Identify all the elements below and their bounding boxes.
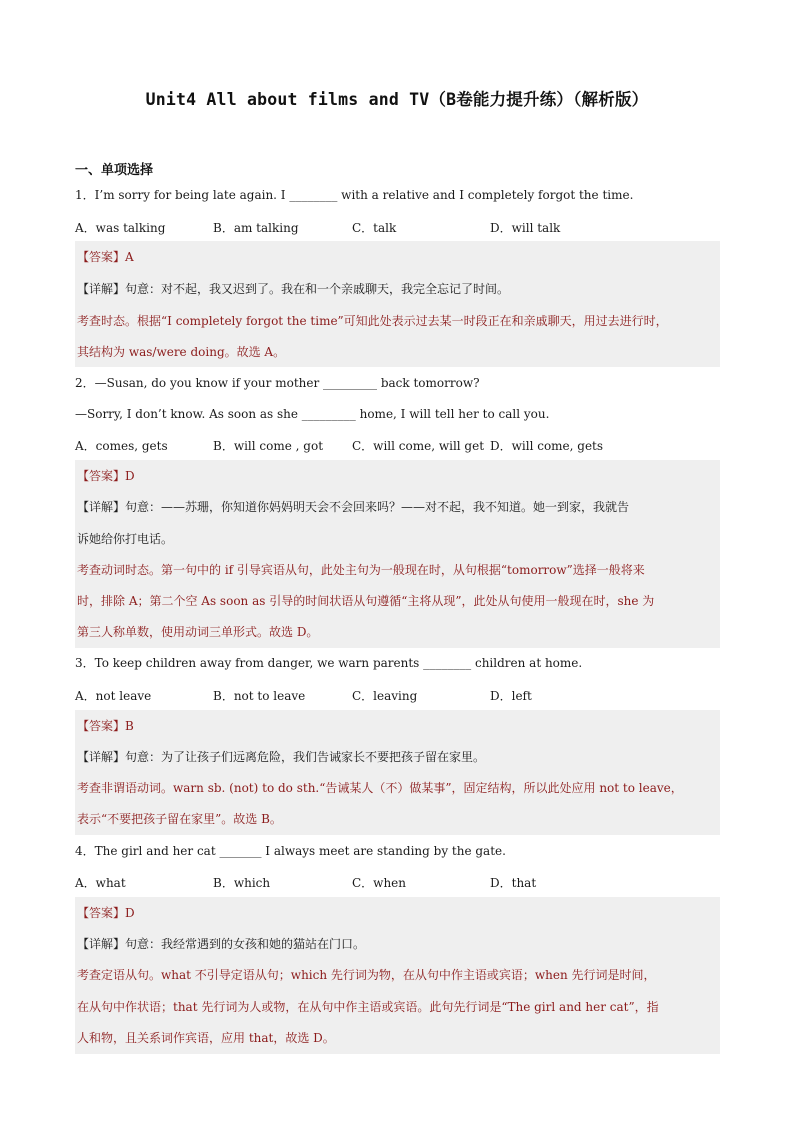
question-1-option-b: B．am talking — [213, 221, 299, 235]
question-2-explain-2: 时，排除 A；第二个空 As soon as 引导的时间状语从句遵循“主将从现”，此处从句使用一般现在时，she 为 — [77, 594, 655, 608]
question-4-explain-3: 人和物，且关系词作宾语，应用 that，故选 D。 — [77, 1031, 335, 1045]
question-1-stem: 1．I’m sorry for being late again. I ________ with a relative and I completely forgot the time. — [75, 188, 634, 202]
question-1-explain-1: 考查时态。根据“I completely forgot the time”可知此处表示过去某一时段正在和亲戚聊天，用过去进行时， — [77, 314, 668, 328]
question-1-detail: 【详解】句意：对不起，我又迟到了。我在和一个亲戚聊天，我完全忘记了时间。 — [77, 282, 510, 296]
question-2-option-b: B．will come , got — [213, 439, 324, 453]
question-4-answer: 【答案】D — [77, 906, 135, 920]
question-4-option-c: C．when — [352, 876, 407, 890]
question-2-stem-2: —Sorry, I don’t know. As soon as she _________ home, I will tell her to call you. — [75, 407, 550, 421]
question-4-option-a: A．what — [75, 876, 126, 890]
question-3-explain-1: 考查非谓语动词。warn sb. (not) to do sth.“告诫某人（不）做某事”，固定结构，所以此处应用 not to leave， — [77, 781, 683, 795]
question-4-stem: 4．The girl and her cat _______ I always meet are standing by the gate. — [75, 844, 506, 858]
question-1-option-a: A．was talking — [75, 221, 166, 235]
question-3-option-c: C．leaving — [352, 689, 418, 703]
question-3-option-d: D．left — [490, 689, 532, 703]
question-4-option-d: D．that — [490, 876, 537, 890]
section-heading: 一、单项选择 — [75, 163, 154, 178]
question-1-answer: 【答案】A — [77, 250, 134, 264]
question-3-explain-2: 表示“不要把孩子留在家里”。故选 B。 — [77, 812, 282, 826]
question-2-answer: 【答案】D — [77, 469, 135, 483]
question-4-answer-box — [75, 897, 720, 1054]
question-2-option-c: C．will come, will get — [352, 439, 485, 453]
question-2-stem-1: 2．—Susan, do you know if your mother _________ back tomorrow? — [75, 376, 480, 390]
question-2-detail-1: 【详解】句意：——苏珊，你知道你妈妈明天会不会回来吗？——对不起，我不知道。她一到家，我就告 — [77, 500, 630, 514]
question-4-option-b: B．which — [213, 876, 271, 890]
question-4-detail: 【详解】句意：我经常遇到的女孩和她的猫站在门口。 — [77, 937, 366, 951]
question-1-option-c: C．talk — [352, 221, 397, 235]
question-2-option-a: A．comes, gets — [75, 439, 168, 453]
question-1-answer-box — [75, 241, 720, 367]
question-1-explain-2: 其结构为 was/were doing。故选 A。 — [77, 345, 286, 359]
question-4-explain-2: 在从句中作状语；that 先行词为人或物，在从句中作主语或宾语。此句先行词是“The girl and her cat”，指 — [77, 1000, 659, 1014]
question-3-stem: 3．To keep children away from danger, we warn parents ________ children at home. — [75, 656, 583, 670]
question-2-explain-1: 考查动词时态。第一句中的 if 引导宾语从句，此处主句为一般现在时，从句根据“tomorrow”选择一般将来 — [77, 563, 645, 577]
question-2-option-d: D．will come, gets — [490, 439, 604, 453]
question-4-explain-1: 考查定语从句。what 不引导定语从句；which 先行词为物，在从句中作主语或宾语；when 先行词是时间， — [77, 968, 656, 982]
question-2-detail-2: 诉她给你打电话。 — [77, 532, 174, 546]
question-3-detail: 【详解】句意：为了让孩子们远离危险，我们告诫家长不要把孩子留在家里。 — [77, 750, 486, 764]
question-3-answer: 【答案】B — [77, 719, 134, 733]
question-3-answer-box — [75, 710, 720, 835]
question-2-answer-box — [75, 460, 720, 648]
page-title: Unit4 All about films and TV（B卷能力提升练）（解析版） — [145, 90, 649, 109]
question-2-explain-3: 第三人称单数，使用动词三单形式。故选 D。 — [77, 625, 319, 639]
question-3-option-b: B．not to leave — [213, 689, 306, 703]
question-3-option-a: A．not leave — [75, 689, 152, 703]
question-1-option-d: D．will talk — [490, 221, 561, 235]
